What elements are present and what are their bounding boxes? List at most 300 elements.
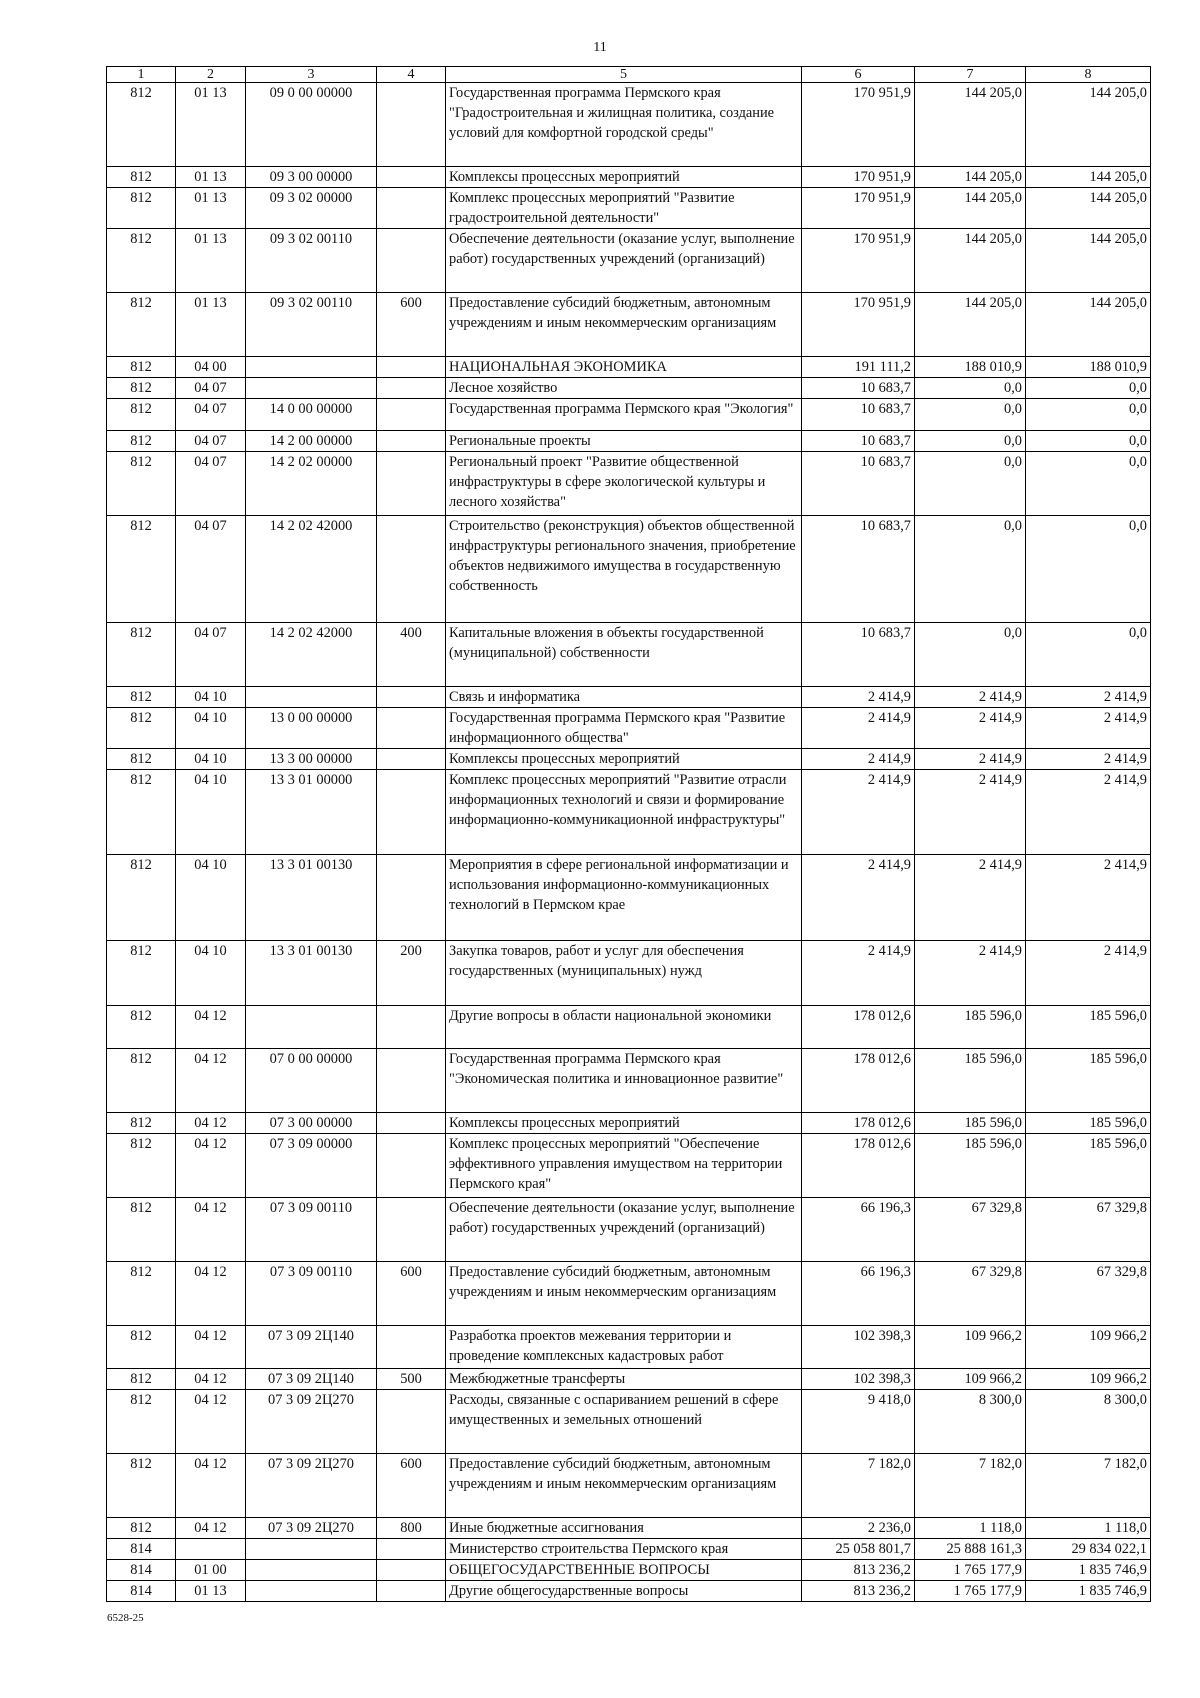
amount-col8: 0,0 <box>1026 399 1151 431</box>
amount-col7: 2 414,9 <box>915 749 1026 770</box>
amount-col7: 0,0 <box>915 516 1026 623</box>
admin-code: 812 <box>107 399 176 431</box>
expense-type-code <box>377 749 446 770</box>
expense-type-code <box>377 399 446 431</box>
target-item-code: 13 3 01 00130 <box>246 855 377 941</box>
admin-code: 812 <box>107 687 176 708</box>
amount-col8: 185 596,0 <box>1026 1006 1151 1049</box>
amount-col6: 102 398,3 <box>802 1326 915 1369</box>
amount-col8: 2 414,9 <box>1026 708 1151 749</box>
section-code: 04 12 <box>176 1262 246 1326</box>
amount-col7: 144 205,0 <box>915 293 1026 357</box>
section-code: 04 12 <box>176 1454 246 1518</box>
description: Иные бюджетные ассигнования <box>446 1518 802 1539</box>
amount-col6: 178 012,6 <box>802 1006 915 1049</box>
expense-type-code <box>377 1006 446 1049</box>
description: Комплекс процессных мероприятий "Развитие градостроительной деятельности" <box>446 188 802 229</box>
amount-col7: 1 765 177,9 <box>915 1560 1026 1581</box>
budget-table <box>106 66 1151 1602</box>
target-item-code <box>246 1539 377 1560</box>
target-item-code: 07 3 09 2Ц270 <box>246 1454 377 1518</box>
description: Министерство строительства Пермского края <box>446 1539 802 1560</box>
description: Обеспечение деятельности (оказание услуг, выполнение работ) государственных учреждений (организаций) <box>446 229 802 293</box>
table-row <box>107 293 1151 357</box>
target-item-code <box>246 687 377 708</box>
description: Государственная программа Пермского края "Развитие информационного общества" <box>446 708 802 749</box>
expense-type-code <box>377 1134 446 1198</box>
amount-col6: 102 398,3 <box>802 1369 915 1390</box>
section-code: 04 12 <box>176 1369 246 1390</box>
amount-col7: 188 010,9 <box>915 357 1026 378</box>
description: Лесное хозяйство <box>446 378 802 399</box>
table-row <box>107 1518 1151 1539</box>
expense-type-code: 600 <box>377 293 446 357</box>
admin-code: 812 <box>107 357 176 378</box>
target-item-code <box>246 378 377 399</box>
expense-type-code <box>377 855 446 941</box>
admin-code: 812 <box>107 1134 176 1198</box>
amount-col7: 0,0 <box>915 399 1026 431</box>
col-header-2: 2 <box>176 67 246 83</box>
target-item-code: 07 0 00 00000 <box>246 1049 377 1113</box>
section-code: 01 13 <box>176 293 246 357</box>
target-item-code: 09 3 00 00000 <box>246 167 377 188</box>
section-code: 04 07 <box>176 623 246 687</box>
expense-type-code: 200 <box>377 941 446 1006</box>
expense-type-code <box>377 1581 446 1602</box>
table-row <box>107 431 1151 452</box>
amount-col7: 67 329,8 <box>915 1262 1026 1326</box>
admin-code: 812 <box>107 1006 176 1049</box>
table-row <box>107 1560 1151 1581</box>
admin-code: 812 <box>107 941 176 1006</box>
table-row <box>107 229 1151 293</box>
description: Государственная программа Пермского края "Экология" <box>446 399 802 431</box>
amount-col8: 2 414,9 <box>1026 749 1151 770</box>
admin-code: 814 <box>107 1581 176 1602</box>
description: Предоставление субсидий бюджетным, автономным учреждениям и иным некоммерческим организациям <box>446 1262 802 1326</box>
amount-col6: 7 182,0 <box>802 1454 915 1518</box>
amount-col6: 10 683,7 <box>802 452 915 516</box>
target-item-code: 14 2 02 00000 <box>246 452 377 516</box>
amount-col8: 2 414,9 <box>1026 687 1151 708</box>
target-item-code: 07 3 09 00110 <box>246 1198 377 1262</box>
amount-col8: 7 182,0 <box>1026 1454 1151 1518</box>
target-item-code <box>246 357 377 378</box>
description: Комплекс процессных мероприятий "Обеспечение эффективного управления имуществом на территории Пермского края" <box>446 1134 802 1198</box>
expense-type-code <box>377 188 446 229</box>
table-row <box>107 749 1151 770</box>
section-code: 04 07 <box>176 378 246 399</box>
admin-code: 812 <box>107 623 176 687</box>
admin-code: 812 <box>107 229 176 293</box>
amount-col6: 10 683,7 <box>802 516 915 623</box>
admin-code: 812 <box>107 293 176 357</box>
amount-col8: 8 300,0 <box>1026 1390 1151 1454</box>
target-item-code: 09 3 02 00000 <box>246 188 377 229</box>
admin-code: 812 <box>107 1113 176 1134</box>
amount-col6: 66 196,3 <box>802 1262 915 1326</box>
expense-type-code <box>377 452 446 516</box>
target-item-code: 09 3 02 00110 <box>246 229 377 293</box>
admin-code: 812 <box>107 1262 176 1326</box>
amount-col7: 67 329,8 <box>915 1198 1026 1262</box>
amount-col6: 66 196,3 <box>802 1198 915 1262</box>
expense-type-code <box>377 1326 446 1369</box>
section-code: 04 10 <box>176 941 246 1006</box>
amount-col7: 144 205,0 <box>915 188 1026 229</box>
admin-code: 812 <box>107 708 176 749</box>
description: Комплексы процессных мероприятий <box>446 167 802 188</box>
target-item-code <box>246 1581 377 1602</box>
section-code <box>176 1539 246 1560</box>
amount-col7: 25 888 161,3 <box>915 1539 1026 1560</box>
amount-col8: 144 205,0 <box>1026 167 1151 188</box>
description: Межбюджетные трансферты <box>446 1369 802 1390</box>
description: Региональный проект "Развитие общественной инфраструктуры в сфере экологической культуры и лесного хозяйства" <box>446 452 802 516</box>
amount-col8: 67 329,8 <box>1026 1198 1151 1262</box>
table-row <box>107 188 1151 229</box>
amount-col8: 185 596,0 <box>1026 1134 1151 1198</box>
amount-col7: 0,0 <box>915 378 1026 399</box>
section-code: 04 12 <box>176 1006 246 1049</box>
amount-col8: 109 966,2 <box>1026 1369 1151 1390</box>
amount-col8: 0,0 <box>1026 378 1151 399</box>
description: Строительство (реконструкция) объектов общественной инфраструктуры регионального значения, приобретение объектов недвижимого имущества в государственную собственность <box>446 516 802 623</box>
table-row <box>107 855 1151 941</box>
section-code: 04 12 <box>176 1518 246 1539</box>
target-item-code: 07 3 09 00000 <box>246 1134 377 1198</box>
table-row <box>107 1262 1151 1326</box>
section-code: 04 07 <box>176 516 246 623</box>
amount-col6: 170 951,9 <box>802 188 915 229</box>
table-row <box>107 83 1151 167</box>
amount-col8: 67 329,8 <box>1026 1262 1151 1326</box>
amount-col6: 2 414,9 <box>802 941 915 1006</box>
amount-col6: 191 111,2 <box>802 357 915 378</box>
section-code: 01 13 <box>176 167 246 188</box>
admin-code: 812 <box>107 167 176 188</box>
admin-code: 812 <box>107 452 176 516</box>
expense-type-code <box>377 687 446 708</box>
target-item-code: 07 3 09 2Ц270 <box>246 1390 377 1454</box>
admin-code: 814 <box>107 1560 176 1581</box>
amount-col7: 185 596,0 <box>915 1049 1026 1113</box>
admin-code: 812 <box>107 770 176 855</box>
amount-col8: 29 834 022,1 <box>1026 1539 1151 1560</box>
amount-col8: 109 966,2 <box>1026 1326 1151 1369</box>
amount-col7: 109 966,2 <box>915 1326 1026 1369</box>
col-header-3: 3 <box>246 67 377 83</box>
description: Региональные проекты <box>446 431 802 452</box>
admin-code: 812 <box>107 749 176 770</box>
amount-col7: 0,0 <box>915 452 1026 516</box>
target-item-code: 07 3 00 00000 <box>246 1113 377 1134</box>
amount-col6: 813 236,2 <box>802 1581 915 1602</box>
description: Другие вопросы в области национальной экономики <box>446 1006 802 1049</box>
amount-col8: 2 414,9 <box>1026 941 1151 1006</box>
table-row <box>107 1113 1151 1134</box>
table-row <box>107 357 1151 378</box>
amount-col8: 1 835 746,9 <box>1026 1581 1151 1602</box>
amount-col6: 10 683,7 <box>802 623 915 687</box>
description: Обеспечение деятельности (оказание услуг, выполнение работ) государственных учреждений (организаций) <box>446 1198 802 1262</box>
section-code: 01 13 <box>176 229 246 293</box>
col-header-5: 5 <box>446 67 802 83</box>
expense-type-code <box>377 708 446 749</box>
amount-col8: 144 205,0 <box>1026 188 1151 229</box>
section-code: 04 12 <box>176 1326 246 1369</box>
section-code: 04 12 <box>176 1113 246 1134</box>
section-code: 04 10 <box>176 687 246 708</box>
section-code: 04 10 <box>176 708 246 749</box>
description: Комплекс процессных мероприятий "Развитие отрасли информационных технологий и связи и формирование информационно-коммуникационной инфраструктуры" <box>446 770 802 855</box>
expense-type-code: 500 <box>377 1369 446 1390</box>
amount-col7: 2 414,9 <box>915 708 1026 749</box>
amount-col7: 2 414,9 <box>915 687 1026 708</box>
expense-type-code <box>377 516 446 623</box>
amount-col7: 2 414,9 <box>915 855 1026 941</box>
table-row <box>107 1454 1151 1518</box>
target-item-code: 09 0 00 00000 <box>246 83 377 167</box>
col-header-7: 7 <box>915 67 1026 83</box>
amount-col6: 10 683,7 <box>802 399 915 431</box>
table-row <box>107 623 1151 687</box>
amount-col7: 7 182,0 <box>915 1454 1026 1518</box>
amount-col6: 178 012,6 <box>802 1134 915 1198</box>
amount-col8: 1 118,0 <box>1026 1518 1151 1539</box>
section-code: 04 07 <box>176 431 246 452</box>
description: Комплексы процессных мероприятий <box>446 749 802 770</box>
admin-code: 812 <box>107 855 176 941</box>
amount-col8: 2 414,9 <box>1026 855 1151 941</box>
amount-col8: 0,0 <box>1026 452 1151 516</box>
amount-col6: 178 012,6 <box>802 1113 915 1134</box>
amount-col7: 109 966,2 <box>915 1369 1026 1390</box>
amount-col8: 1 835 746,9 <box>1026 1560 1151 1581</box>
amount-col6: 170 951,9 <box>802 293 915 357</box>
amount-col6: 10 683,7 <box>802 431 915 452</box>
admin-code: 812 <box>107 1454 176 1518</box>
amount-col8: 144 205,0 <box>1026 83 1151 167</box>
expense-type-code <box>377 1113 446 1134</box>
target-item-code: 09 3 02 00110 <box>246 293 377 357</box>
amount-col7: 185 596,0 <box>915 1006 1026 1049</box>
target-item-code: 07 3 09 2Ц270 <box>246 1518 377 1539</box>
expense-type-code <box>377 1049 446 1113</box>
target-item-code: 07 3 09 2Ц140 <box>246 1326 377 1369</box>
section-code: 04 10 <box>176 770 246 855</box>
admin-code: 812 <box>107 431 176 452</box>
table-row <box>107 1049 1151 1113</box>
section-code: 04 07 <box>176 452 246 516</box>
description: Расходы, связанные с оспариванием решений в сфере имущественных и земельных отношений <box>446 1390 802 1454</box>
admin-code: 812 <box>107 188 176 229</box>
expense-type-code <box>377 83 446 167</box>
amount-col8: 0,0 <box>1026 623 1151 687</box>
description: Предоставление субсидий бюджетным, автономным учреждениям и иным некоммерческим организациям <box>446 1454 802 1518</box>
amount-col7: 1 765 177,9 <box>915 1581 1026 1602</box>
amount-col7: 0,0 <box>915 623 1026 687</box>
table-row <box>107 399 1151 431</box>
admin-code: 812 <box>107 1518 176 1539</box>
table-row <box>107 452 1151 516</box>
amount-col7: 185 596,0 <box>915 1113 1026 1134</box>
admin-code: 812 <box>107 1369 176 1390</box>
expense-type-code <box>377 167 446 188</box>
amount-col6: 2 414,9 <box>802 855 915 941</box>
section-code: 01 13 <box>176 1581 246 1602</box>
amount-col7: 0,0 <box>915 431 1026 452</box>
amount-col7: 1 118,0 <box>915 1518 1026 1539</box>
amount-col6: 10 683,7 <box>802 378 915 399</box>
col-header-1: 1 <box>107 67 176 83</box>
expense-type-code <box>377 1560 446 1581</box>
target-item-code: 07 3 09 00110 <box>246 1262 377 1326</box>
description: Разработка проектов межевания территории и проведение комплексных кадастровых работ <box>446 1326 802 1369</box>
target-item-code: 07 3 09 2Ц140 <box>246 1369 377 1390</box>
admin-code: 812 <box>107 378 176 399</box>
table-row <box>107 708 1151 749</box>
amount-col6: 2 414,9 <box>802 770 915 855</box>
expense-type-code: 600 <box>377 1454 446 1518</box>
column-number-header <box>107 67 1151 83</box>
target-item-code: 13 0 00 00000 <box>246 708 377 749</box>
expense-type-code <box>377 229 446 293</box>
description: Государственная программа Пермского края "Градостроительная и жилищная политика, создание условий для комфортной городской среды" <box>446 83 802 167</box>
section-code: 04 10 <box>176 749 246 770</box>
admin-code: 812 <box>107 83 176 167</box>
target-item-code: 14 2 02 42000 <box>246 516 377 623</box>
table-row <box>107 1326 1151 1369</box>
table-row <box>107 770 1151 855</box>
description: ОБЩЕГОСУДАРСТВЕННЫЕ ВОПРОСЫ <box>446 1560 802 1581</box>
table-row <box>107 1198 1151 1262</box>
target-item-code: 14 0 00 00000 <box>246 399 377 431</box>
amount-col8: 185 596,0 <box>1026 1049 1151 1113</box>
table-row <box>107 1134 1151 1198</box>
target-item-code: 13 3 00 00000 <box>246 749 377 770</box>
section-code: 04 12 <box>176 1390 246 1454</box>
description: Государственная программа Пермского края "Экономическая политика и инновационное развитие" <box>446 1049 802 1113</box>
table-row <box>107 1390 1151 1454</box>
description: Закупка товаров, работ и услуг для обеспечения государственных (муниципальных) нужд <box>446 941 802 1006</box>
amount-col8: 188 010,9 <box>1026 357 1151 378</box>
section-code: 01 00 <box>176 1560 246 1581</box>
table-body <box>107 83 1151 1602</box>
amount-col8: 0,0 <box>1026 516 1151 623</box>
amount-col7: 185 596,0 <box>915 1134 1026 1198</box>
target-item-code: 14 2 02 42000 <box>246 623 377 687</box>
expense-type-code <box>377 431 446 452</box>
table-row <box>107 687 1151 708</box>
amount-col7: 2 414,9 <box>915 770 1026 855</box>
amount-col7: 144 205,0 <box>915 229 1026 293</box>
amount-col6: 2 414,9 <box>802 708 915 749</box>
page-number: 11 <box>593 40 607 55</box>
col-header-6: 6 <box>802 67 915 83</box>
table-row <box>107 1006 1151 1049</box>
col-header-4: 4 <box>377 67 446 83</box>
section-code: 04 12 <box>176 1049 246 1113</box>
amount-col6: 2 236,0 <box>802 1518 915 1539</box>
expense-type-code: 800 <box>377 1518 446 1539</box>
amount-col7: 144 205,0 <box>915 167 1026 188</box>
admin-code: 812 <box>107 1049 176 1113</box>
section-code: 04 07 <box>176 399 246 431</box>
amount-col6: 178 012,6 <box>802 1049 915 1113</box>
target-item-code <box>246 1560 377 1581</box>
table-row <box>107 167 1151 188</box>
target-item-code: 13 3 01 00130 <box>246 941 377 1006</box>
section-code: 01 13 <box>176 188 246 229</box>
table-row <box>107 1369 1151 1390</box>
description: Капитальные вложения в объекты государственной (муниципальной) собственности <box>446 623 802 687</box>
expense-type-code <box>377 1539 446 1560</box>
footer-code: 6528-25 <box>107 1612 144 1624</box>
table-row <box>107 516 1151 623</box>
table-row <box>107 378 1151 399</box>
amount-col6: 170 951,9 <box>802 229 915 293</box>
admin-code: 812 <box>107 1198 176 1262</box>
description: Предоставление субсидий бюджетным, автономным учреждениям и иным некоммерческим организациям <box>446 293 802 357</box>
description: Мероприятия в сфере региональной информатизации и использования информационно-коммуникационных технологий в Пермском крае <box>446 855 802 941</box>
amount-col6: 9 418,0 <box>802 1390 915 1454</box>
description: Другие общегосударственные вопросы <box>446 1581 802 1602</box>
amount-col8: 185 596,0 <box>1026 1113 1151 1134</box>
section-code: 04 10 <box>176 855 246 941</box>
description: Связь и информатика <box>446 687 802 708</box>
expense-type-code <box>377 1390 446 1454</box>
amount-col8: 2 414,9 <box>1026 770 1151 855</box>
table-row <box>107 1539 1151 1560</box>
expense-type-code: 600 <box>377 1262 446 1326</box>
table-row <box>107 1581 1151 1602</box>
amount-col6: 2 414,9 <box>802 687 915 708</box>
expense-type-code <box>377 770 446 855</box>
expense-type-code <box>377 378 446 399</box>
amount-col8: 144 205,0 <box>1026 293 1151 357</box>
amount-col8: 0,0 <box>1026 431 1151 452</box>
amount-col6: 2 414,9 <box>802 749 915 770</box>
section-code: 04 00 <box>176 357 246 378</box>
target-item-code: 13 3 01 00000 <box>246 770 377 855</box>
admin-code: 812 <box>107 516 176 623</box>
description: Комплексы процессных мероприятий <box>446 1113 802 1134</box>
table-row <box>107 941 1151 1006</box>
col-header-8: 8 <box>1026 67 1151 83</box>
amount-col8: 144 205,0 <box>1026 229 1151 293</box>
amount-col6: 25 058 801,7 <box>802 1539 915 1560</box>
amount-col7: 2 414,9 <box>915 941 1026 1006</box>
expense-type-code: 400 <box>377 623 446 687</box>
description: НАЦИОНАЛЬНАЯ ЭКОНОМИКА <box>446 357 802 378</box>
amount-col6: 813 236,2 <box>802 1560 915 1581</box>
expense-type-code <box>377 1198 446 1262</box>
admin-code: 812 <box>107 1390 176 1454</box>
admin-code: 814 <box>107 1539 176 1560</box>
section-code: 01 13 <box>176 83 246 167</box>
target-item-code: 14 2 00 00000 <box>246 431 377 452</box>
section-code: 04 12 <box>176 1198 246 1262</box>
budget-table-container <box>106 66 1150 1602</box>
amount-col6: 170 951,9 <box>802 167 915 188</box>
target-item-code <box>246 1006 377 1049</box>
amount-col7: 144 205,0 <box>915 83 1026 167</box>
amount-col7: 8 300,0 <box>915 1390 1026 1454</box>
admin-code: 812 <box>107 1326 176 1369</box>
section-code: 04 12 <box>176 1134 246 1198</box>
